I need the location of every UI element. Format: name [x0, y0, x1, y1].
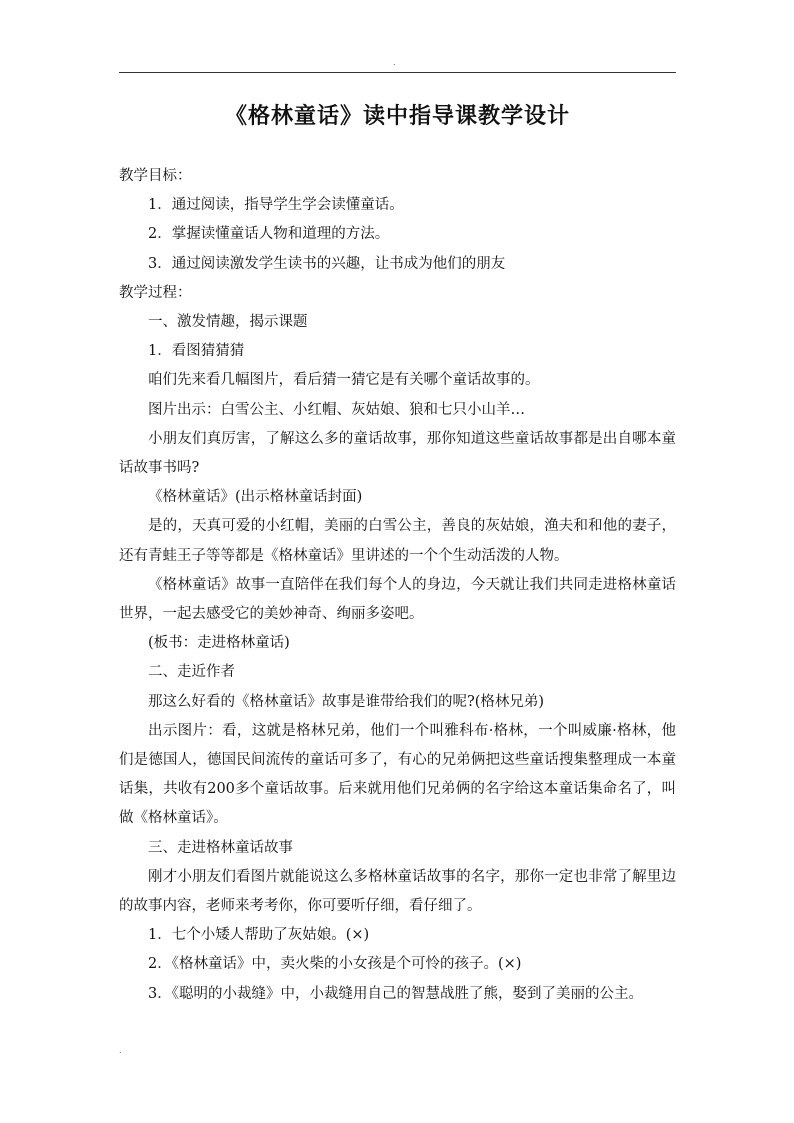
paragraph: 教学过程：	[119, 284, 192, 301]
paragraph: 3．通过阅读激发学生读书的兴趣，让书成为他们的朋友	[148, 255, 506, 272]
paragraph: 刚才小朋友们看图片就能说这么多格林童话故事的名字，那你一定也非常了解里边的故事内容，老师来考考你，你可要听仔细，看仔细了。	[119, 868, 676, 915]
paragraph: 1．七个小矮人帮助了灰姑娘。(×)	[148, 927, 370, 944]
header-rule	[119, 72, 676, 73]
paragraph: 出示图片：看，这就是格林兄弟，他们一个叫雅科布·格林，一个叫威廉·格林，他们是德国人，德国民间流传的童话可多了，有心的兄弟俩把这些童话搜集整理成一本童话集，共收有200多个童话故事。后来就用他们兄弟俩的名字给这本童话集命名了，叫做《格林童话》。	[119, 722, 676, 827]
paragraph: 一、激发情趣，揭示课题	[148, 314, 308, 331]
paragraph: 3．《聪明的小裁缝》中，小裁缝用自己的智慧战胜了熊，娶到了美丽的公主。	[148, 985, 643, 1002]
paragraph: 1．通过阅读，指导学生学会读懂童话。	[148, 197, 404, 214]
paragraph: 《格林童话》故事一直陪伴在我们每个人的身边，今天就让我们共同走进格林童话世界，一起去感受它的美妙神奇、绚丽多姿吧。	[119, 576, 676, 623]
paragraph: 咱们先来看几幅图片，看后猜一猜它是有关哪个童话故事的。	[148, 372, 540, 389]
paragraph: 2．《格林童话》中，卖火柴的小女孩是个可怜的孩子。(×)	[148, 956, 522, 973]
document-body	[119, 162, 676, 1009]
page-title: 《格林童话》读中指导课教学设计	[224, 104, 570, 129]
paragraph: 教学目标：	[119, 168, 192, 184]
paragraph: 《格林童话》(出示格林童话封面)	[148, 489, 363, 506]
paragraph: 三、走进格林童话故事	[148, 839, 293, 856]
paragraph: 2．掌握读懂童话人物和道理的方法。	[148, 226, 390, 243]
paragraph: 图片出示：白雪公主、小红帽、灰姑娘、狼和七只小山羊…	[148, 401, 525, 418]
footer-dot: .	[119, 1046, 122, 1055]
paragraph: (板书：走进格林童话)	[148, 635, 290, 652]
paragraph: 二、走近作者	[148, 664, 235, 681]
paragraph: 1．看图猜猜猜	[148, 343, 245, 360]
paragraph: 小朋友们真厉害，了解这么多的童话故事，那你知道这些童话故事都是出自哪本童话故事书吗?	[119, 430, 676, 477]
paragraph: 那这么好看的《格林童话》故事是谁带给我们的呢?(格林兄弟)	[148, 693, 545, 710]
header-dot: .	[393, 58, 396, 67]
paragraph: 是的，天真可爱的小红帽，美丽的白雪公主，善良的灰姑娘，渔夫和和他的妻子，还有青蛙王子等等都是《格林童话》里讲述的一个个生动活泼的人物。	[119, 518, 676, 564]
